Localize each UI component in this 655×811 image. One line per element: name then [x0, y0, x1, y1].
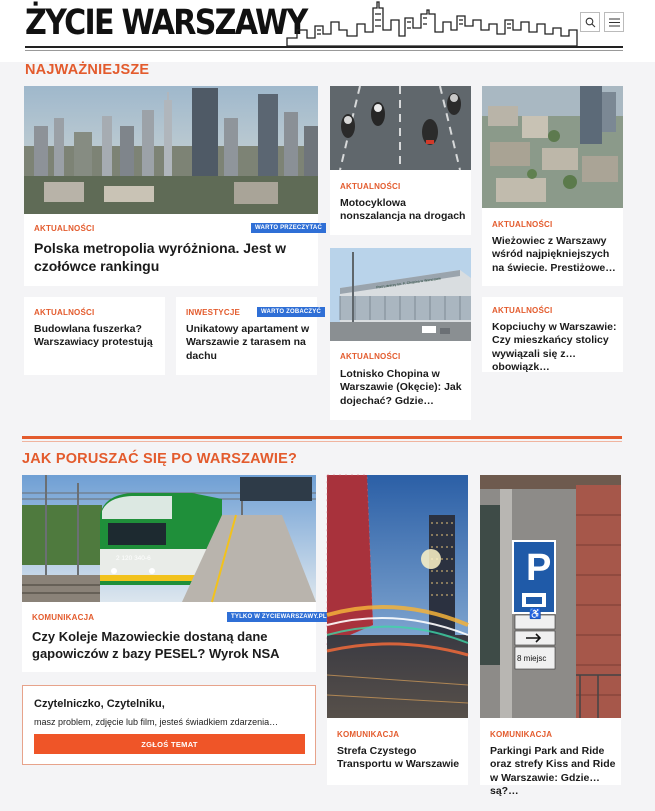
article-category: AKTUALNOŚCI: [34, 308, 95, 317]
site-logo[interactable]: ŻYCIE WARSZAWY: [25, 3, 307, 43]
section-divider: [22, 436, 622, 439]
search-icon: [585, 17, 596, 28]
article-category: KOMUNIKACJA: [337, 730, 400, 739]
article-card-strefa[interactable]: [327, 475, 468, 785]
parking-sign-places: 8 miejsc: [517, 654, 547, 663]
article-card-parkingi[interactable]: [480, 475, 621, 797]
hamburger-menu-icon: [609, 18, 620, 27]
article-title[interactable]: Lotnisko Chopina w Warszawie (Okęcie): Jak dojechać? Gdzie…: [340, 368, 462, 407]
article-card-wiezowiec[interactable]: [482, 86, 623, 286]
article-card-motocyklowa[interactable]: [330, 86, 471, 235]
article-card-metropolia[interactable]: [24, 86, 322, 286]
article-title[interactable]: Kopciuchy w Warszawie: Czy mieszkańcy stolicy wywiązali się z obowiązk…: [492, 321, 617, 373]
article-title[interactable]: Motocyklowa nonszalancja na drogach: [340, 197, 466, 223]
article-category: KOMUNIKACJA: [32, 613, 95, 622]
wheelchair-icon: ♿: [529, 609, 542, 620]
article-card-apartament[interactable]: [176, 297, 322, 375]
article-title[interactable]: Parkingi Park and Ride oraz strefy Kiss and Ride w Warszawie: Gdzie są?…: [490, 745, 616, 797]
airport-sign-text: Port Lotniczy Im. F. Chopina w Warszawie: [376, 276, 442, 290]
report-topic-box: [22, 685, 316, 765]
article-title[interactable]: Polska metropolia wyróżniona. Jest w czołówce rankingu: [34, 240, 287, 274]
menu-button[interactable]: [604, 12, 624, 32]
article-category: INWESTYCJE: [186, 308, 241, 317]
article-card-kopciuchy[interactable]: [482, 297, 623, 372]
article-image-parking-sign: [480, 475, 621, 718]
article-badge: TYLKO W ZYCIEWARSZAWY.PL: [227, 612, 331, 622]
article-image-city: [24, 86, 318, 214]
skyline-graphic: [287, 0, 577, 47]
article-title[interactable]: Budowlana fuszerka? Warszawiacy protestują: [34, 323, 153, 349]
article-card-lotnisko[interactable]: [330, 248, 471, 420]
article-badge: WARTO PRZECZYTAĆ: [251, 223, 326, 233]
article-image-train: [22, 475, 316, 602]
article-category: AKTUALNOŚCI: [340, 182, 401, 191]
article-title[interactable]: Czy Koleje Mazowieckie dostaną dane gapowiczów z bazy PESEL? Wyrok NSA: [32, 629, 280, 661]
report-topic-button[interactable]: ZGŁOŚ TEMAT: [34, 734, 305, 754]
header-rule-thin: [25, 50, 623, 51]
site-header: [0, 0, 655, 62]
article-card-koleje[interactable]: [22, 475, 327, 672]
article-category: AKTUALNOŚCI: [34, 224, 95, 233]
article-image-night-traffic: [327, 475, 468, 718]
train-number: 2 120 340-6: [116, 555, 151, 562]
article-image-aerial-city: [482, 86, 623, 208]
article-badge: WARTO ZOBACZYĆ: [257, 307, 325, 317]
article-category: AKTUALNOŚCI: [492, 220, 553, 229]
article-image-airport: [330, 248, 471, 341]
article-card-fuszerka[interactable]: [24, 297, 165, 375]
header-rule: [25, 46, 623, 48]
section-title-top: NAJWAŻNIEJSZE: [25, 62, 150, 78]
article-category: AKTUALNOŚCI: [492, 306, 553, 315]
section-title-transport: JAK PORUSZAĆ SIĘ PO WARSZAWIE?: [22, 451, 298, 467]
article-category: AKTUALNOŚCI: [340, 352, 401, 361]
article-title[interactable]: Unikatowy apartament w Warszawie z tarasem na dachu: [186, 323, 310, 362]
search-button[interactable]: [580, 12, 600, 32]
parking-sign-letter: P: [526, 547, 552, 589]
report-title: Czytelniczko, Czytelniku,: [34, 698, 165, 710]
article-image-motorcycles: [330, 86, 471, 170]
article-category: KOMUNIKACJA: [490, 730, 553, 739]
article-title[interactable]: Wieżowiec z Warszawy wśród najpiękniejszych na świecie. Prestiżowe…: [492, 235, 616, 274]
section-divider-thin: [22, 441, 622, 442]
article-title[interactable]: Strefa Czystego Transportu w Warszawie: [337, 745, 460, 771]
report-text: masz problem, zdjęcie lub film, jesteś świadkiem zdarzenia…: [34, 717, 279, 727]
